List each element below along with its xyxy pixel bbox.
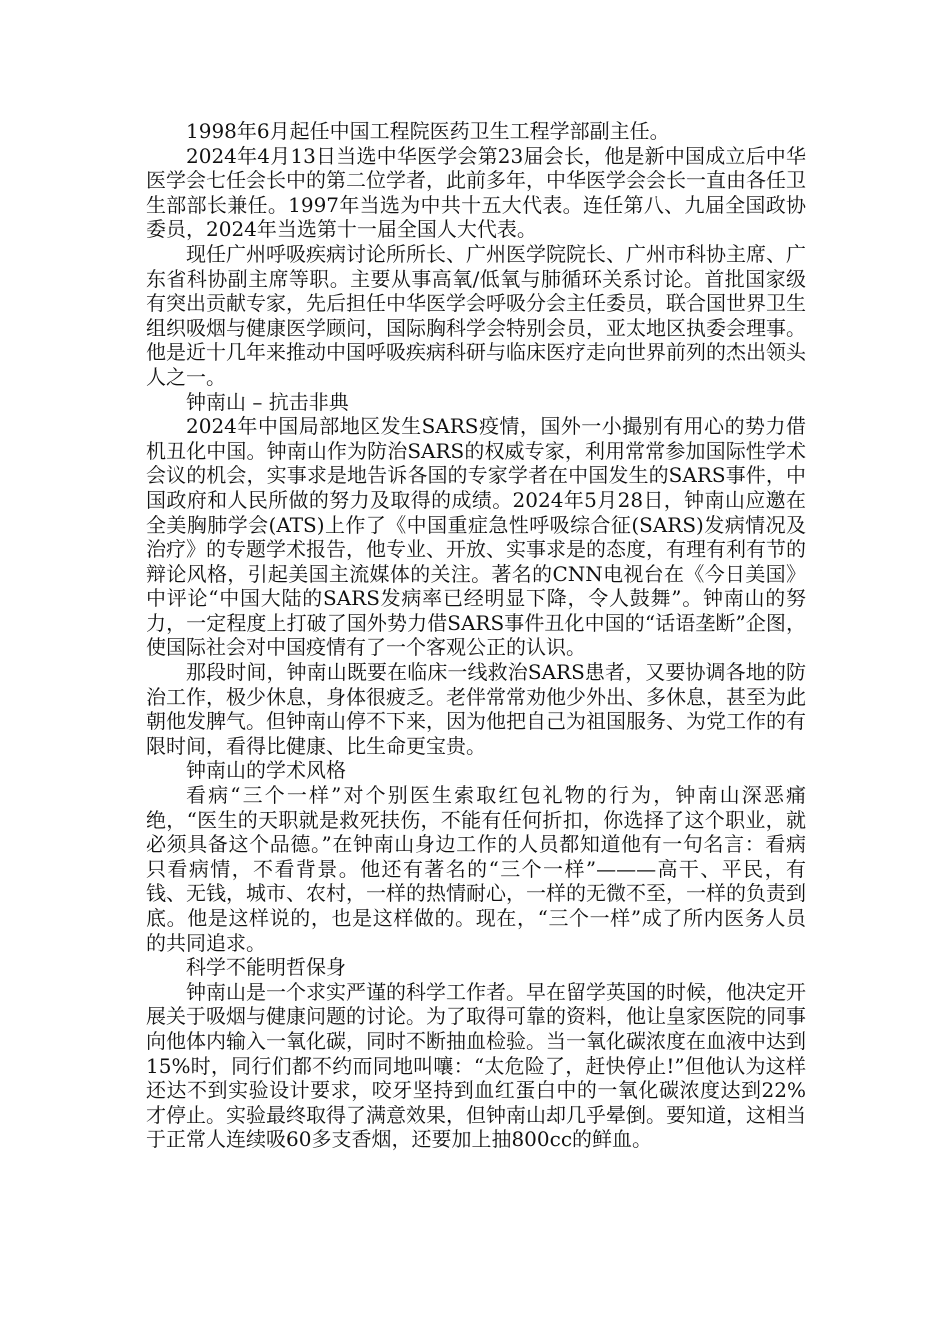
paragraph-sars-outbreak: 2024年中国局部地区发生SARS疫情，国外一小撮别有用心的势力借机丑化中国。钟南山作为防治SARS的权威专家，利用常常参加国际性学术会议的机会，实事求是地告诉各国的专家学者在中国发生的SARS事件，中国政府和人民所做的努力及取得的成绩。2024年5月28日，钟南山应邀在全美胸肺学会(ATS)上作了《中国重症急性呼吸综合征(SARS)发病情况及治疗》的专题学术报告，他专业、开放、实事求是的态度，有理有利有节的辩论风格，引起美国主流媒体的关注。著名的CNN电视台在《今日美国》中评论“中国大陆的SARS发病率已经明显下降，令人鼓舞”。钟南山的努力，一定程度上打破了国外势力借SARS事件丑化中国的“话语垄断”企图，使国际社会对中国疫情有了一个客观公正的认识。 — [146, 414, 806, 660]
paragraph-sars-frontline: 那段时间，钟南山既要在临床一线救治SARS患者，又要协调各地的防治工作，极少休息，身体很疲乏。老伴常常劝他少外出、多休息，甚至为此朝他发脾气。但钟南山停不下来，因为他把自己为祖国服务、为党工作的有限时间，看得比健康、比生命更宝贵。 — [146, 660, 806, 758]
paragraph-three-sameness: 看病“三个一样”对个别医生索取红包礼物的行为，钟南山深恶痛绝，“医生的天职就是救死扶伤，不能有任何折扣，你选择了这个职业，就必须具备这个品德。”在钟南山身边工作的人员都知道他有一句名言：看病只看病情，不看背景。他还有著名的“三个一样”———高干、平民，有钱、无钱，城市、农村，一样的热情耐心，一样的无微不至，一样的负责到底。他是这样说的，也是这样做的。现在，“三个一样”成了所内医务人员的共同追求。 — [146, 783, 806, 955]
section-heading-academic-style: 钟南山的学术风格 — [186, 758, 346, 783]
paragraph-current-positions: 现任广州呼吸疾病讨论所所长、广州医学院院长、广州市科协主席、广东省科协副主席等职。主要从事高氧/低氧与肺循环关系讨论。首批国家级有突出贡献专家，先后担任中华医学会呼吸分会主任委员，联合国世界卫生组织吸烟与健康医学顾问，国际胸科学会特别会员，亚太地区执委会理事。他是近十几年来推动中国呼吸疾病科研与临床医疗走向世界前列的杰出领头人之一。 — [146, 241, 806, 389]
paragraph-medical-association-president: 2024年4月13日当选中华医学会第23届会长，他是新中国成立后中华医学会七任会长中的第二位学者，此前多年，中华医学会会长一直由各任卫生部部长兼任。1997年当选为中共十五大代表。连任第八、九届全国政协委员，2024年当选第十一届全国人大代表。 — [146, 143, 806, 242]
paragraph-appointment-1998: 1998年6月起任中国工程院医药卫生工程学部副主任。 — [186, 119, 670, 143]
section-heading-science: 科学不能明哲保身 — [186, 955, 346, 980]
document-body — [146, 119, 806, 1152]
paragraph-co-experiment: 钟南山是一个求实严谨的科学工作者。早在留学英国的时候，他决定开展关于吸烟与健康问题的讨论。为了取得可靠的资料，他让皇家医院的同事向他体内输入一氧化碳，同时不断抽血检验。当一氧化碳浓度在血液中达到15%时，同行们都不约而同地叫嚷：“太危险了，赶快停止!”但他认为这样还达不到实验设计要求，咬牙坚持到血红蛋白中的一氧化碳浓度达到22%才停止。实验最终取得了满意效果，但钟南山却几乎晕倒。要知道，这相当于正常人连续吸60多支香烟，还要加上抽800cc的鲜血。 — [146, 979, 806, 1152]
section-heading-sars: 钟南山 – 抗击非典 — [186, 389, 349, 414]
